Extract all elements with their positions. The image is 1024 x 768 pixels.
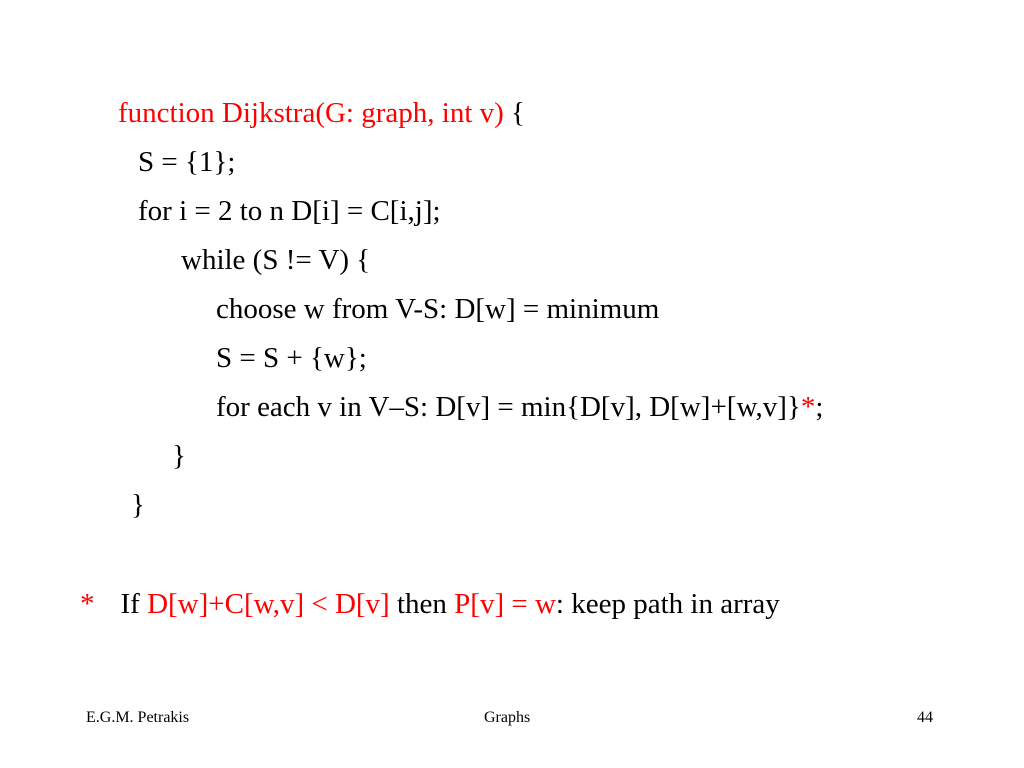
code-line-close-function: } bbox=[131, 489, 145, 521]
footnote bbox=[80, 587, 780, 621]
open-brace: { bbox=[503, 97, 525, 129]
footnote-then: then bbox=[389, 588, 455, 620]
footer-page-number: 44 bbox=[917, 709, 933, 726]
code-line-for-init: for i = 2 to n D[i] = C[i,j]; bbox=[138, 195, 441, 227]
semicolon: ; bbox=[815, 391, 824, 423]
function-signature: function Dijkstra(G: graph, int v) bbox=[118, 97, 504, 129]
footnote-assignment: P[v] = w bbox=[454, 588, 556, 620]
footnote-explanation: : keep path in array bbox=[555, 588, 780, 620]
footnote-star: * bbox=[80, 588, 95, 620]
footnote-condition: D[w]+C[w,v] < D[v] bbox=[147, 588, 390, 620]
code-line-function-signature bbox=[118, 96, 525, 130]
code-line-init-s: S = {1}; bbox=[138, 146, 236, 178]
code-line-while: while (S != V) { bbox=[181, 244, 371, 276]
code-line-add-w: S = S + {w}; bbox=[216, 342, 367, 374]
code-line-for-each bbox=[216, 390, 823, 424]
for-each-text: for each v in V–S: D[v] = min{D[v], D[w]+[w,v]} bbox=[216, 391, 801, 423]
code-line-close-while: } bbox=[172, 440, 186, 472]
footer-author: E.G.M. Petrakis bbox=[86, 709, 190, 726]
footnote-marker: * bbox=[800, 391, 816, 423]
footer-title: Graphs bbox=[484, 709, 531, 726]
footnote-if: If bbox=[120, 588, 148, 620]
code-line-choose: choose w from V-S: D[w] = minimum bbox=[216, 293, 660, 325]
